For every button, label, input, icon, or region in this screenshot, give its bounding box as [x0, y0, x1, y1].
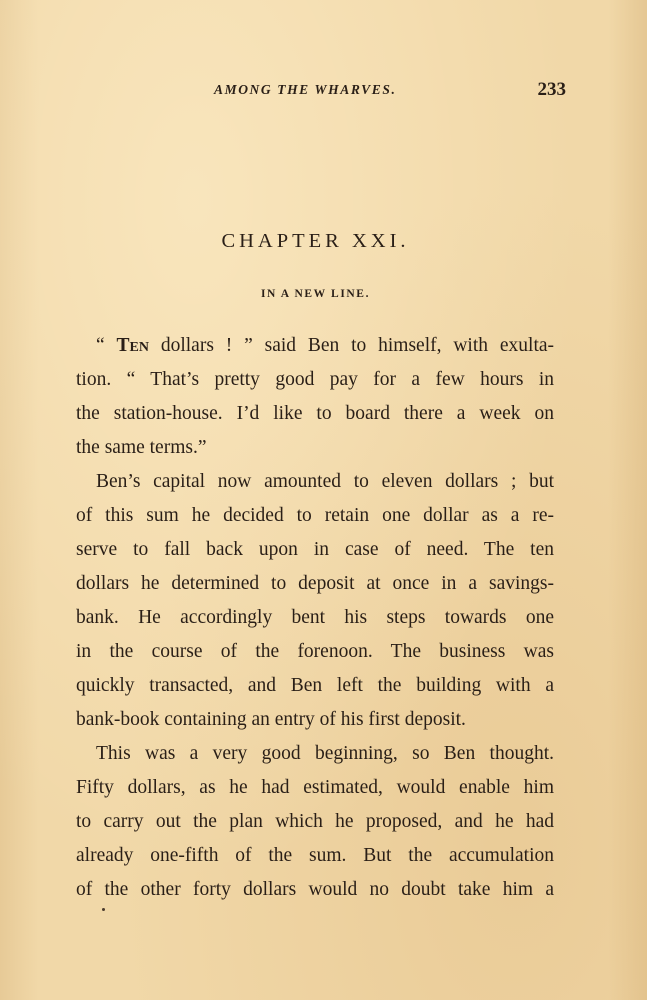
text-line: serve to fall back upon in case of need. The ten	[76, 539, 554, 560]
text-line: of the other forty dollars would no doubt take him a	[76, 879, 554, 900]
text-line: Fifty dollars, as he had estimated, would enable him	[76, 777, 554, 798]
body-text	[76, 329, 554, 907]
text-line: of this sum he decided to retain one dollar as a re-	[76, 505, 554, 526]
chapter-subtitle: IN A NEW LINE.	[260, 288, 371, 300]
print-speck	[102, 908, 105, 911]
text-line	[76, 329, 554, 363]
running-header	[76, 79, 566, 104]
text-line: Ben’s capital now amounted to eleven dollars ; but	[96, 471, 554, 492]
small-caps-word: Ten	[116, 335, 149, 356]
text-line: quickly transacted, and Ben left the building with a	[76, 675, 554, 696]
running-title: AMONG THE WHARVES.	[214, 82, 397, 97]
line-rest: dollars ! ” said Ben to himself, with exulta-	[148, 335, 555, 356]
text-line: bank. He accordingly bent his steps towards one	[76, 607, 554, 628]
chapter-heading: CHAPTER XXI.	[221, 230, 410, 252]
text-line: This was a very good beginning, so Ben thought.	[96, 743, 554, 764]
text-line: tion. “ That’s pretty good pay for a few hours in	[76, 369, 554, 390]
text-line: dollars he determined to deposit at once in a savings-	[76, 573, 554, 594]
text-line: the station-house. I’d like to board there a week on	[76, 403, 554, 424]
text-line: bank-book containing an entry of his first deposit.	[76, 709, 466, 730]
text-line: in the course of the forenoon. The business was	[76, 641, 554, 662]
text-line: to carry out the plan which he proposed, and he had	[76, 811, 554, 832]
text-line: the same terms.”	[76, 437, 207, 458]
opening-quote: “	[96, 335, 117, 356]
page-number: 233	[537, 79, 566, 100]
text-line: already one-fifth of the sum. But the accumulation	[76, 845, 554, 866]
